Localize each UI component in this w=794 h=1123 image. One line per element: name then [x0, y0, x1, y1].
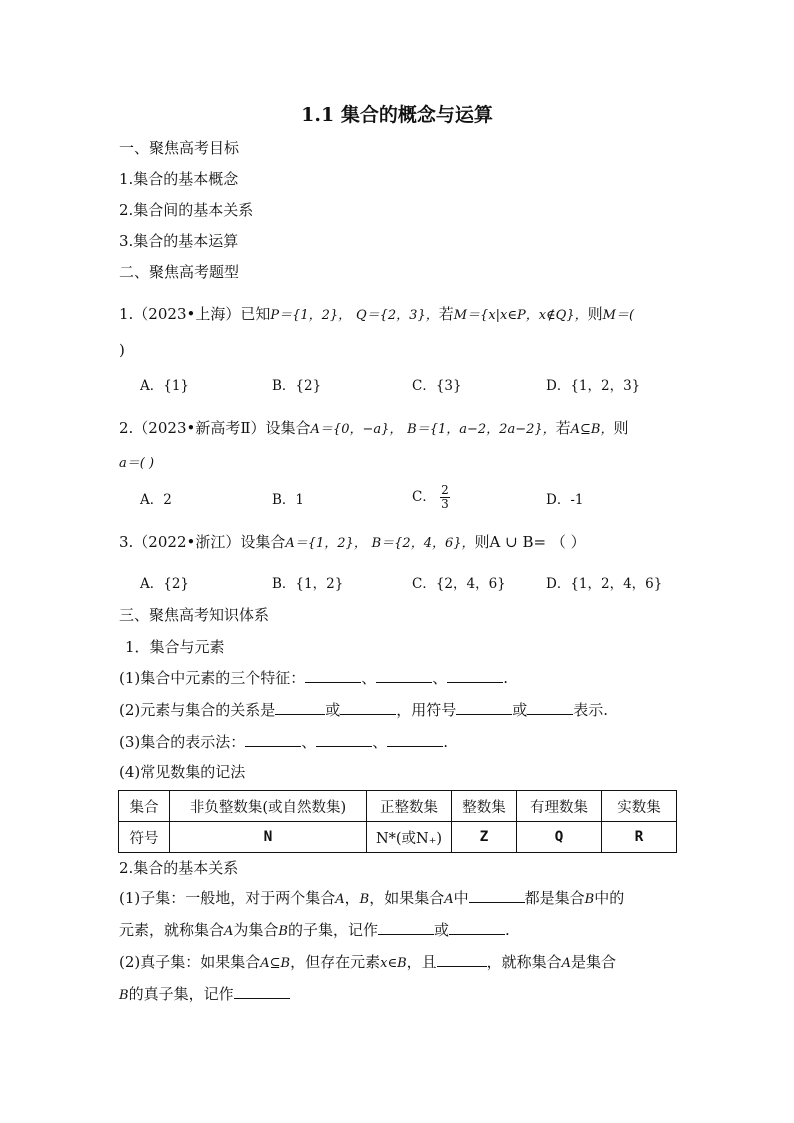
q2-option-c-label: C． — [412, 489, 436, 505]
table-cell: Q — [517, 822, 602, 853]
answer-blank[interactable] — [275, 700, 325, 715]
table-cell: Z — [452, 822, 517, 853]
table-cell: 集合 — [119, 791, 170, 822]
fill-2-text-c: ，用符号 — [396, 701, 457, 719]
text: 都是集合 — [524, 889, 585, 907]
text: 的真子集，记作 — [128, 985, 234, 1003]
text: 中 — [453, 889, 469, 907]
fill-2-text-a: (2)元素与集合的关系是 — [119, 701, 276, 719]
page-title: 1.1 集合的概念与运算 — [301, 104, 493, 126]
answer-blank[interactable] — [447, 668, 503, 683]
separator: 、 — [361, 669, 377, 687]
section-1-heading: 一、聚焦高考目标 — [119, 139, 240, 157]
q2-option-a: A．2 — [140, 492, 172, 508]
answer-blank[interactable] — [340, 700, 396, 715]
q1-close-paren: ) — [119, 341, 125, 359]
table-cell: 整数集 — [452, 791, 517, 822]
text: ，就称集合 — [486, 953, 562, 971]
q3-set-b: B＝{2，4，6}， — [371, 536, 475, 551]
table-cell: 有理数集 — [517, 791, 602, 822]
answer-blank[interactable] — [456, 700, 512, 715]
q1-option-d: D．{1，2，3} — [546, 378, 641, 394]
period: . — [503, 669, 509, 687]
q3-prefix: 3.（2022•浙江）设集合 — [119, 533, 286, 551]
set-b: B — [359, 892, 370, 907]
text: 或 — [434, 921, 450, 939]
q2-set-a: A＝{0，−a}， — [310, 422, 403, 437]
table-header-row — [119, 791, 677, 822]
text: ，且 — [406, 953, 437, 971]
question-2 — [119, 418, 629, 440]
q2-ruo: 若 — [555, 419, 571, 437]
q1-ze: 则 — [587, 305, 603, 323]
answer-blank[interactable] — [527, 700, 573, 715]
answer-blank[interactable] — [378, 920, 434, 935]
table-cell: N — [170, 822, 367, 853]
q1-option-c: C．{3} — [412, 378, 462, 394]
text: (1)子集：一般地，对于两个集合 — [119, 889, 336, 907]
answer-blank[interactable] — [316, 732, 372, 747]
q1-set-m: M＝{x|x∈P，x∉Q}， — [453, 308, 588, 323]
table-cell: 非负整数集(或自然数集) — [170, 791, 367, 822]
answer-blank[interactable] — [437, 952, 487, 967]
proper-subset-line-1 — [119, 952, 616, 974]
q3-option-c: C．{2，4，6} — [412, 576, 506, 592]
goal-item-2: 2.集合间的基本关系 — [119, 201, 254, 219]
set-a: A — [335, 892, 345, 907]
answer-blank[interactable] — [469, 888, 525, 903]
q2-option-c-fraction — [440, 484, 450, 511]
set-b: B — [119, 988, 129, 1003]
number-sets-table — [118, 790, 677, 853]
table-cell: 符号 — [119, 822, 170, 853]
question-1 — [119, 304, 634, 326]
q3-option-a: A．{2} — [140, 576, 190, 592]
table-cell: 实数集 — [602, 791, 677, 822]
fill-line-1 — [119, 668, 508, 688]
fill-line-2 — [119, 700, 608, 720]
period: . — [505, 921, 510, 939]
answer-blank[interactable] — [234, 984, 290, 999]
q1-prefix: 1.（2023•上海）已知 — [119, 305, 271, 323]
text: (2)真子集：如果集合 — [119, 953, 261, 971]
text: 为集合 — [233, 921, 279, 939]
period: . — [443, 733, 449, 751]
element-condition: x∈B — [380, 956, 407, 971]
q2-prefix: 2.（2023•新高考Ⅱ）设集合 — [119, 419, 311, 437]
text: 元素，就称集合 — [119, 921, 225, 939]
set-b: B — [278, 924, 288, 939]
q1-set-q: Q＝{2，3}， — [355, 308, 439, 323]
fill-3-text: (3)集合的表示法： — [119, 733, 246, 751]
answer-blank[interactable] — [245, 732, 301, 747]
section-3-heading: 三、聚焦高考知识体系 — [119, 606, 270, 624]
subset-condition: A⊆B — [260, 956, 291, 971]
set-a: A — [444, 892, 454, 907]
text: ，如果集合 — [369, 889, 445, 907]
fill-line-3 — [119, 732, 448, 752]
proper-subset-line-2 — [119, 984, 290, 1006]
text: ，但存在元素 — [290, 953, 381, 971]
goal-item-3: 3.集合的基本运算 — [119, 232, 239, 250]
q3-option-b: B．{1，2} — [272, 576, 344, 592]
q1-set-p: P＝{1，2}， — [270, 308, 352, 323]
answer-blank[interactable] — [376, 668, 432, 683]
q2-condition: A⊆B， — [570, 422, 614, 437]
fraction-numerator: 2 — [441, 483, 449, 497]
text: 的子集，记作 — [287, 921, 378, 939]
q2-option-d: D．-1 — [546, 492, 584, 508]
answer-blank[interactable] — [305, 668, 361, 683]
table-cell: N*(或N₊) — [367, 822, 452, 853]
q1-option-b: B．{2} — [272, 378, 322, 394]
goal-item-1: 1.集合的基本概念 — [119, 170, 239, 188]
fill-2-text-e: 表示. — [573, 701, 609, 719]
fill-2-text-b: 或 — [325, 701, 341, 719]
q3-option-d: D．{1，2，4，6} — [546, 576, 663, 592]
q3-set-a: A＝{1，2}， — [285, 536, 367, 551]
number-sets-heading: (4)常见数集的记法 — [119, 763, 246, 781]
answer-blank[interactable] — [449, 920, 505, 935]
table-cell: R — [602, 822, 677, 853]
set-a: A — [561, 956, 572, 971]
q2-set-b: B＝{1，a−2，2a−2}， — [407, 422, 556, 437]
fill-2-text-d: 或 — [512, 701, 528, 719]
question-3 — [119, 532, 586, 554]
q2-answer-stem: a＝( ) — [119, 456, 155, 471]
table-cell: 正整数集 — [367, 791, 452, 822]
separator: 、 — [301, 733, 317, 751]
text: 是集合 — [571, 953, 617, 971]
q1-ruo: 若 — [438, 305, 454, 323]
subsection-2-heading: 2.集合的基本关系 — [119, 859, 239, 877]
fraction-denominator: 3 — [441, 497, 449, 511]
subset-definition-line-1 — [119, 888, 624, 910]
separator: 、 — [372, 733, 388, 751]
table-row — [119, 822, 677, 853]
fill-1-text: (1)集合中元素的三个特征： — [119, 669, 306, 687]
section-2-heading: 二、聚焦高考题型 — [119, 263, 240, 281]
answer-blank[interactable] — [387, 732, 443, 747]
text: 中的 — [594, 889, 625, 907]
q1-option-a: A．{1} — [140, 378, 190, 394]
separator: 、 — [432, 669, 448, 687]
q2-option-c — [412, 484, 450, 511]
q3-tail: 则A ∪ B= （ ） — [474, 533, 586, 551]
subset-definition-line-2 — [119, 920, 510, 942]
q2-option-b: B．1 — [272, 492, 305, 508]
subsection-1-heading: 1．集合与元素 — [125, 638, 225, 656]
q2-ze: 则 — [613, 419, 629, 437]
set-b: B — [584, 892, 595, 907]
q1-m-open: M＝( — [602, 308, 635, 323]
set-a: A — [224, 924, 234, 939]
text: ， — [344, 889, 360, 907]
